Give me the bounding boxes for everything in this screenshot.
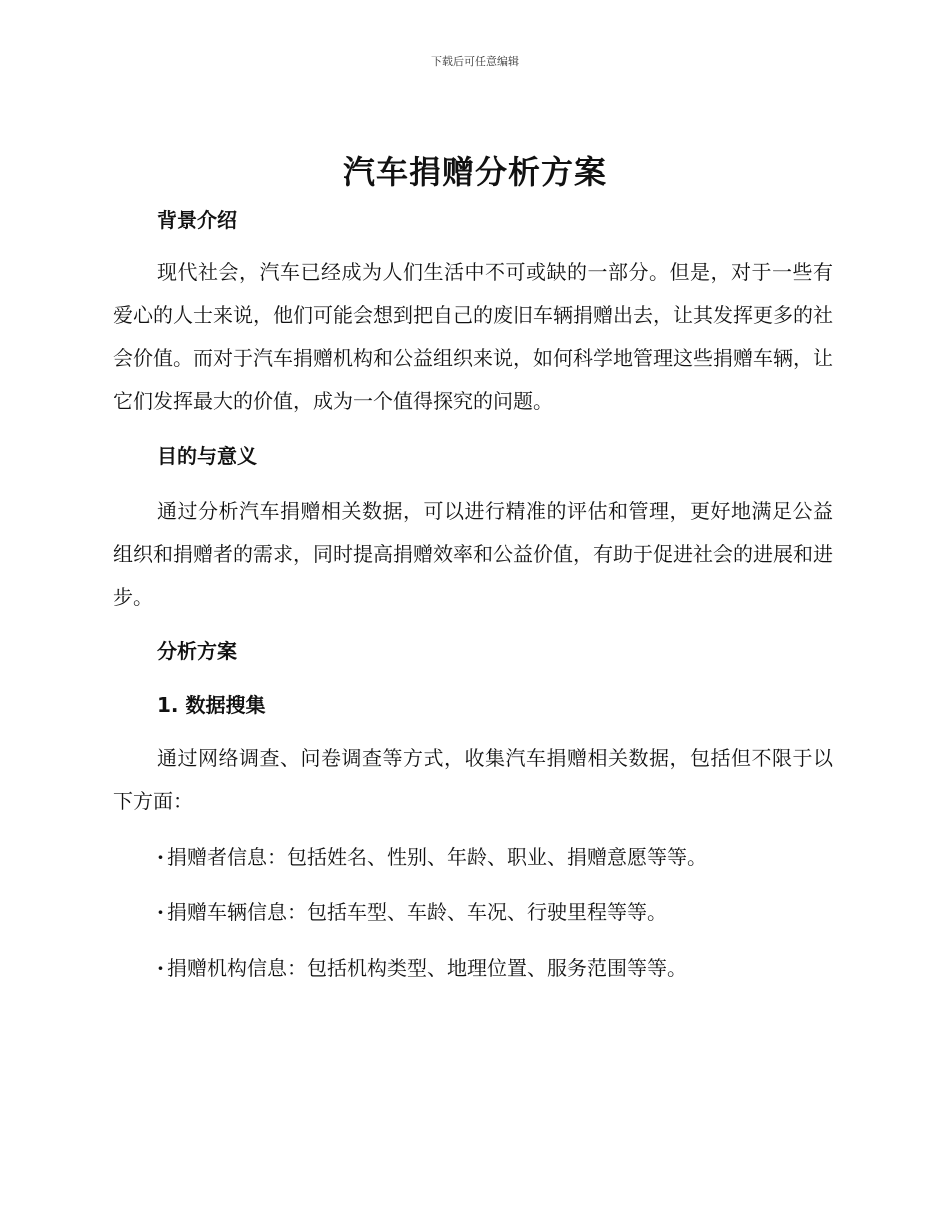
paragraph-data-collection: 通过网络调查、问卷调查等方式，收集汽车捐赠相关数据，包括但不限于以下方面：: [113, 746, 833, 813]
bullet-text: 捐赠车辆信息：包括车型、车龄、车况、行驶里程等等。: [167, 900, 667, 924]
heading-purpose: 目的与意义: [157, 444, 257, 468]
paragraph-purpose: 通过分析汽车捐赠相关数据，可以进行精准的评估和管理，更好地满足公益组织和捐赠者的需求，同时提高捐赠效率和公益价值，有助于促进社会的进展和进步。: [113, 499, 833, 609]
bullet-item: [157, 898, 837, 926]
bullet-item: [157, 954, 837, 982]
paragraph-background: 现代社会，汽车已经成为人们生活中不可或缺的一部分。但是，对于一些有爱心的人士来说，他们可能会想到把自己的废旧车辆捐赠出去，让其发挥更多的社会价值。而对于汽车捐赠机构和公益组织来说，如何科学地管理这些捐赠车辆，让它们发挥最大的价值，成为一个值得探究的问题。: [113, 260, 833, 413]
heading-plan: 分析方案: [157, 639, 237, 663]
header-note: 下载后可任意编辑: [431, 55, 519, 68]
bullet-text: 捐赠机构信息：包括机构类型、地理位置、服务范围等等。: [167, 956, 687, 980]
bullet-dot-icon: ·: [157, 956, 164, 980]
bullet-dot-icon: ·: [157, 845, 164, 869]
heading-data-collection: 1. 数据搜集: [157, 693, 266, 717]
bullet-text: 捐赠者信息：包括姓名、性别、年龄、职业、捐赠意愿等等。: [167, 845, 707, 869]
document-title: 汽车捐赠分析方案: [342, 153, 607, 191]
bullet-dot-icon: ·: [157, 900, 164, 924]
heading-background: 背景介绍: [157, 208, 237, 232]
bullet-item: [157, 843, 837, 871]
